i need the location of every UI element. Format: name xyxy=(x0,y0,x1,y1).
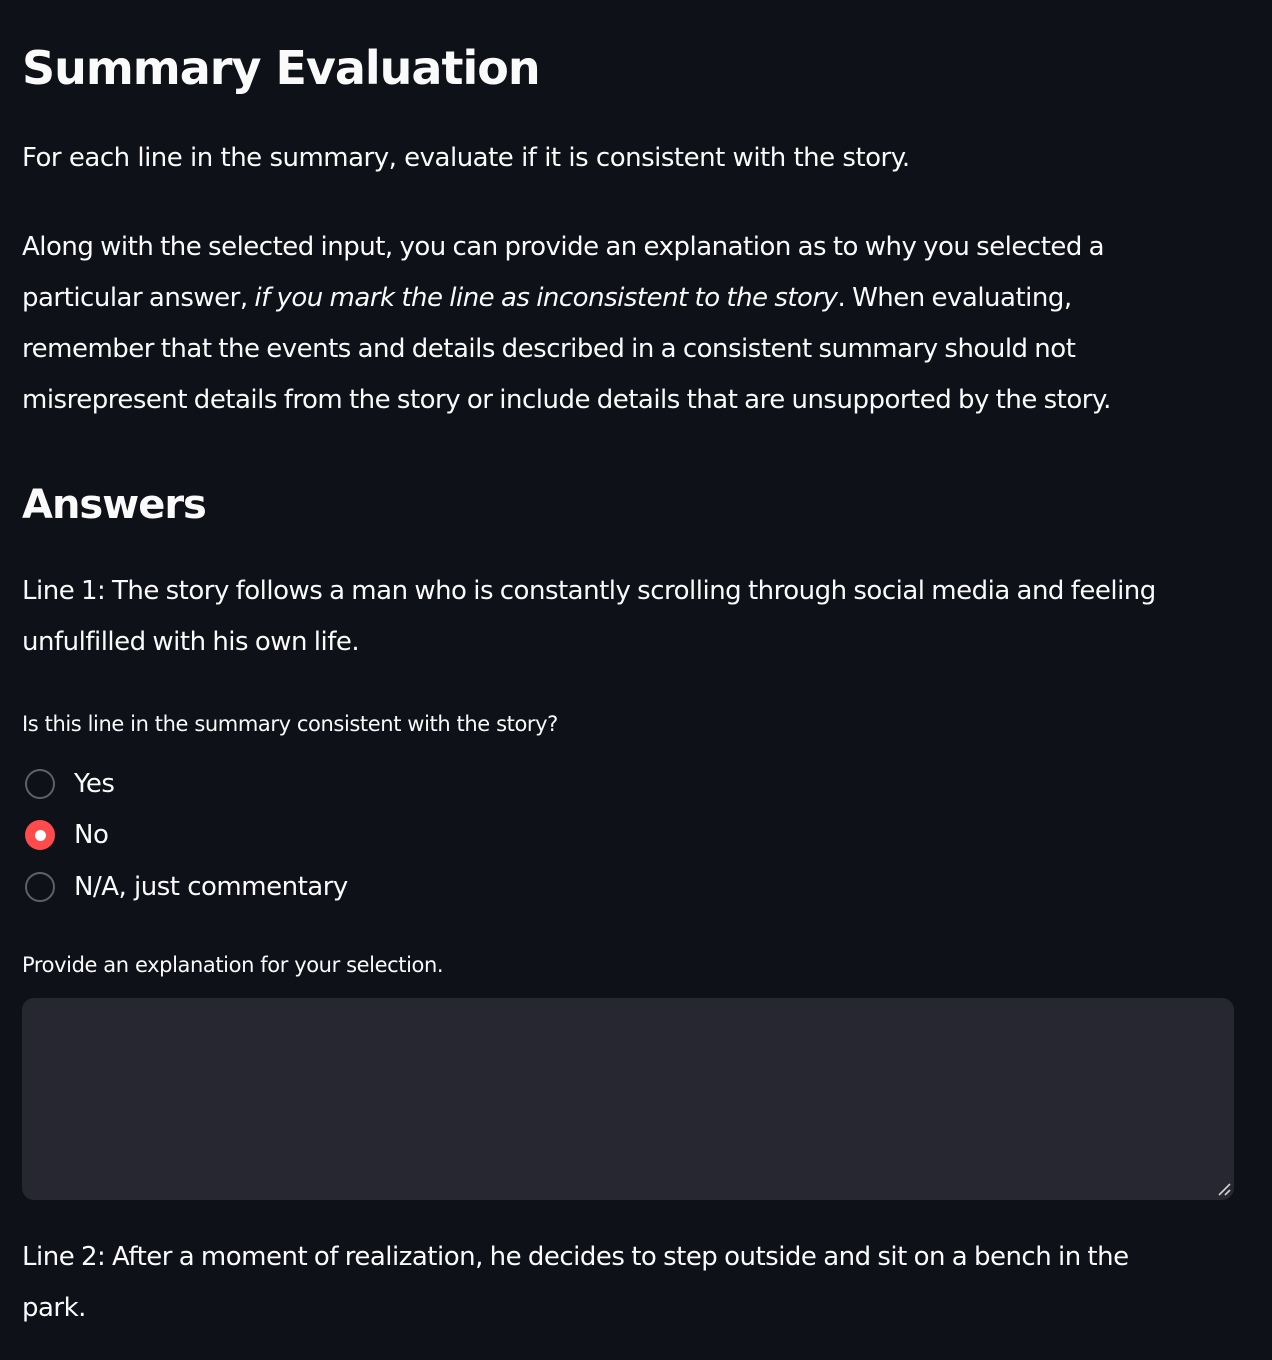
summary-line-2-row-1: Line 2: After a moment of realization, he decides to step outside and sit on a bench in the xyxy=(22,1242,1129,1272)
explanation-textarea[interactable] xyxy=(22,998,1234,1200)
instructions-row-4: misrepresent details from the story or include details that are unsupported by the story. xyxy=(22,385,1111,415)
radio-circle-icon[interactable] xyxy=(25,872,55,902)
radio-label-na: N/A, just commentary xyxy=(74,872,348,902)
instructions-row-3: remember that the events and details described in a consistent summary should not xyxy=(22,334,1076,364)
radio-circle-icon[interactable] xyxy=(25,769,55,799)
summary-line-1 xyxy=(22,566,1252,668)
instructions-paragraph xyxy=(22,222,1234,426)
answers-heading: Answers xyxy=(22,482,206,528)
instructions-row-1: Along with the selected input, you can provide an explanation as to why you selected a xyxy=(22,232,1105,262)
radio-label-no: No xyxy=(74,820,109,850)
explanation-label: Provide an explanation for your selection. xyxy=(22,953,444,977)
summary-line-1-row-2: unfulfilled with his own life. xyxy=(22,627,360,657)
consistency-question: Is this line in the summary consistent with the story? xyxy=(22,712,558,736)
summary-line-2-row-2: park. xyxy=(22,1293,86,1323)
summary-line-2 xyxy=(22,1232,1252,1334)
resize-handle-icon[interactable] xyxy=(1217,1182,1231,1196)
summary-line-1-row-1: Line 1: The story follows a man who is constantly scrolling through social media and feeling xyxy=(22,576,1156,606)
radio-label-yes: Yes xyxy=(74,769,115,799)
instructions-row-2-end: . When evaluating, xyxy=(837,283,1072,313)
radio-option-no[interactable] xyxy=(22,809,108,861)
instructions-emphasis: if you mark the line as inconsistent to the story xyxy=(254,283,838,313)
radio-option-yes[interactable] xyxy=(22,758,114,810)
page-title: Summary Evaluation xyxy=(22,41,540,95)
instructions-row-2-start: particular answer, xyxy=(22,283,255,313)
radio-checked-icon[interactable] xyxy=(25,820,55,850)
instructions-row-2 xyxy=(22,273,1234,324)
radio-option-na[interactable] xyxy=(22,861,348,913)
intro-text: For each line in the summary, evaluate if it is consistent with the story. xyxy=(22,143,910,173)
